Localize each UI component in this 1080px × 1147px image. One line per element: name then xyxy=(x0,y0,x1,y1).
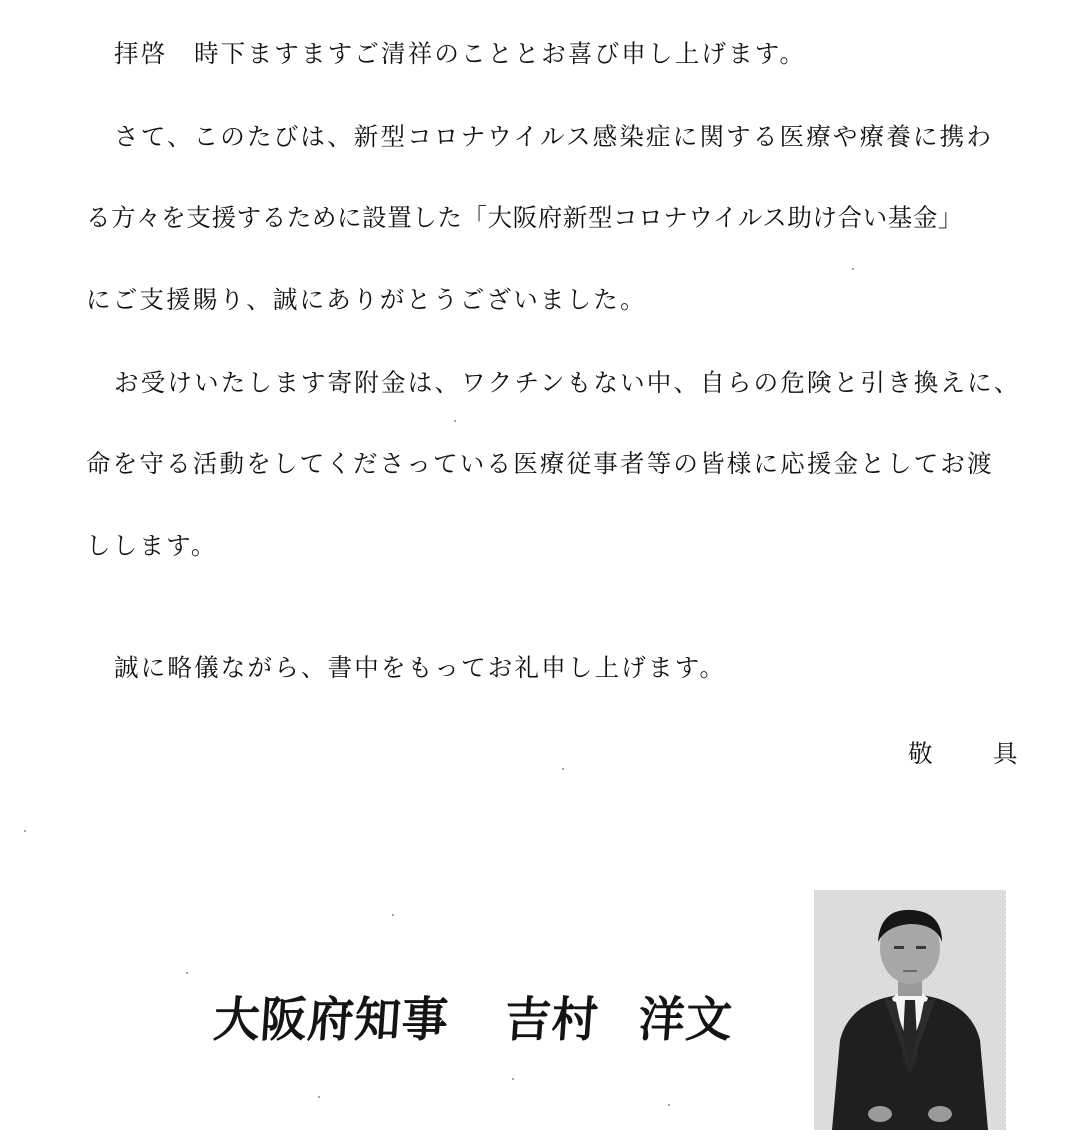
scan-speck xyxy=(186,972,188,974)
body-line-6: しします。 xyxy=(86,531,218,560)
scan-speck xyxy=(454,420,456,422)
scan-speck xyxy=(24,830,26,832)
scan-speck xyxy=(562,768,564,770)
closing-remark-line: 誠に略儀ながら、書中をもってお礼申し上げます。 xyxy=(114,653,727,682)
body-line-4: お受けいたします寄附金は、ワクチンもない中、自らの危険と引き換えに、 xyxy=(114,368,1021,397)
body-line-1: さて、このたびは、新型コロナウイルス感染症に関する医療や療養に携わ xyxy=(114,122,994,151)
scan-speck xyxy=(318,1096,320,1098)
signature-title: 大阪府知事 xyxy=(211,991,451,1048)
scan-speck xyxy=(668,1104,670,1106)
governor-signature xyxy=(212,982,736,1051)
signature-given-name: 洋文 xyxy=(636,991,735,1048)
portrait-photo xyxy=(814,890,1006,1130)
body-line-3: にご支援賜り、誠にありがとうございました。 xyxy=(86,285,647,314)
greeting-line: 拝啓 時下ますますご清祥のこととお喜び申し上げます。 xyxy=(114,39,807,68)
closing-salutation: 敬 具 xyxy=(908,739,1036,768)
scan-speck xyxy=(512,1078,514,1080)
body-line-5: 命を守る活動をしてくださっている医療従事者等の皆様に応援金としてお渡 xyxy=(86,449,994,478)
scan-speck xyxy=(392,914,394,916)
portrait-icon xyxy=(814,890,1006,1130)
body-line-2: る方々を支援するために設置した「大阪府新型コロナウイルス助け合い基金」 xyxy=(86,203,964,232)
signature-family-name: 吉村 xyxy=(502,991,601,1048)
scan-speck xyxy=(852,268,854,270)
